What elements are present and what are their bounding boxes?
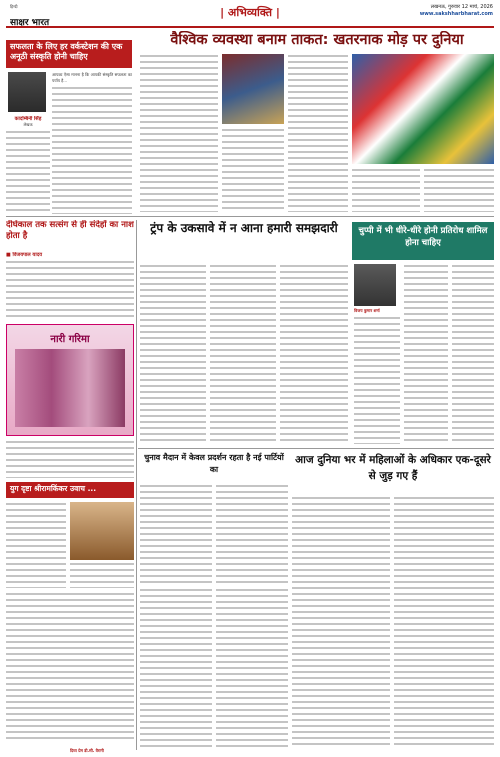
deergh-article-byline: ■ विजयपाल यादव bbox=[6, 252, 43, 258]
silence-article-headline: चुप्पी में भी धीरे-धीरे होनी प्रतिरोध शामिल होना चाहिए bbox=[352, 222, 494, 260]
newspaper-logo bbox=[10, 4, 85, 26]
women-article-col-3 bbox=[292, 496, 390, 748]
silence-author-name: विजय कुमार शर्मा bbox=[354, 308, 380, 313]
deergh-article-body bbox=[6, 260, 134, 320]
trump-article-col-3 bbox=[280, 264, 348, 444]
trump-article-col-1 bbox=[140, 264, 206, 444]
women-article-headline: आज दुनिया भर में महिलाओं के अधिकार एक-दूसरे से जुड़ गए हैं bbox=[295, 454, 491, 482]
left-article-body-2 bbox=[6, 130, 50, 214]
yug-article-photo bbox=[70, 502, 134, 560]
trump-article-col-2 bbox=[210, 264, 276, 444]
section-divider-1 bbox=[6, 216, 494, 217]
main-article-headline: वैश्विक व्यवस्था बनाम ताकत: खतरनाक मोड़ पर दुनिया bbox=[170, 32, 464, 48]
election-article-headline: चुनाव मैदान में केवल प्रदर्शन रहता है नई पार्टियों का bbox=[144, 453, 284, 474]
logo-small-text: हिन्दी bbox=[10, 4, 18, 9]
nari-banner-image bbox=[15, 349, 125, 427]
deergh-article-headline: दीर्घकाल तक सत्संग से ही संदेहों का नाश होता है bbox=[6, 220, 134, 241]
silence-article-col-2 bbox=[404, 264, 448, 444]
left-article-headline: सफलता के लिए हर वर्कस्टेशन की एक अनूठी संस्कृति होनी चाहिए bbox=[6, 40, 132, 68]
author-name: कादम्बिनी सिंह bbox=[14, 116, 42, 122]
women-article-col-2 bbox=[216, 588, 288, 748]
left-article-intro: आपका ऐसा मानना है कि आपकी संस्कृति सफलता का पर्याय है... bbox=[52, 72, 132, 83]
left-article-body bbox=[52, 86, 132, 214]
flags-photo bbox=[352, 54, 494, 164]
logo-name: साक्षर भारत bbox=[10, 18, 50, 26]
silence-article-col-3 bbox=[452, 264, 494, 444]
main-article-col-4 bbox=[352, 168, 420, 212]
main-article-col-5 bbox=[424, 168, 494, 212]
yug-article-col-2 bbox=[70, 562, 134, 588]
masthead-rule bbox=[6, 26, 494, 28]
date-line bbox=[385, 4, 493, 18]
trump-article-headline: ट्रंप के उकसावे में न आना हमारी समझदारी bbox=[150, 221, 338, 235]
women-article-col-1 bbox=[140, 588, 212, 748]
main-article-col-2 bbox=[222, 128, 284, 212]
column-rule-left bbox=[136, 220, 137, 750]
section-divider-2 bbox=[138, 448, 494, 449]
nari-article-body bbox=[6, 440, 134, 478]
nari-banner-title: नारी गरिमा bbox=[50, 334, 90, 345]
main-article-col-3 bbox=[288, 54, 348, 212]
silence-article-col-1 bbox=[354, 316, 400, 444]
yug-author-name: दिव्य प्रेम डी.सी. वैरागी bbox=[70, 748, 104, 753]
author-photo bbox=[8, 72, 46, 112]
yug-article-headline: युग दृष्टा श्रीरामकिंकर उवाच ... bbox=[6, 482, 134, 498]
website-link[interactable]: www.sakshharbharat.com bbox=[419, 11, 493, 17]
date-text: लखनऊ, गुरुवार 12 मार्च, 2026 bbox=[430, 4, 493, 10]
main-article-photo bbox=[222, 54, 284, 124]
silence-author-photo bbox=[354, 264, 396, 306]
yug-article-col-1 bbox=[6, 502, 66, 588]
nari-banner bbox=[6, 324, 134, 436]
election-article-col-2 bbox=[216, 484, 288, 584]
women-article-col-4 bbox=[394, 496, 494, 748]
section-title: | अभिव्यक्ति | bbox=[220, 6, 280, 19]
yug-article-col-3 bbox=[6, 592, 134, 742]
election-article-col-1 bbox=[140, 484, 212, 584]
author-role: लेखक bbox=[23, 122, 33, 127]
main-article-col-1 bbox=[140, 54, 218, 212]
